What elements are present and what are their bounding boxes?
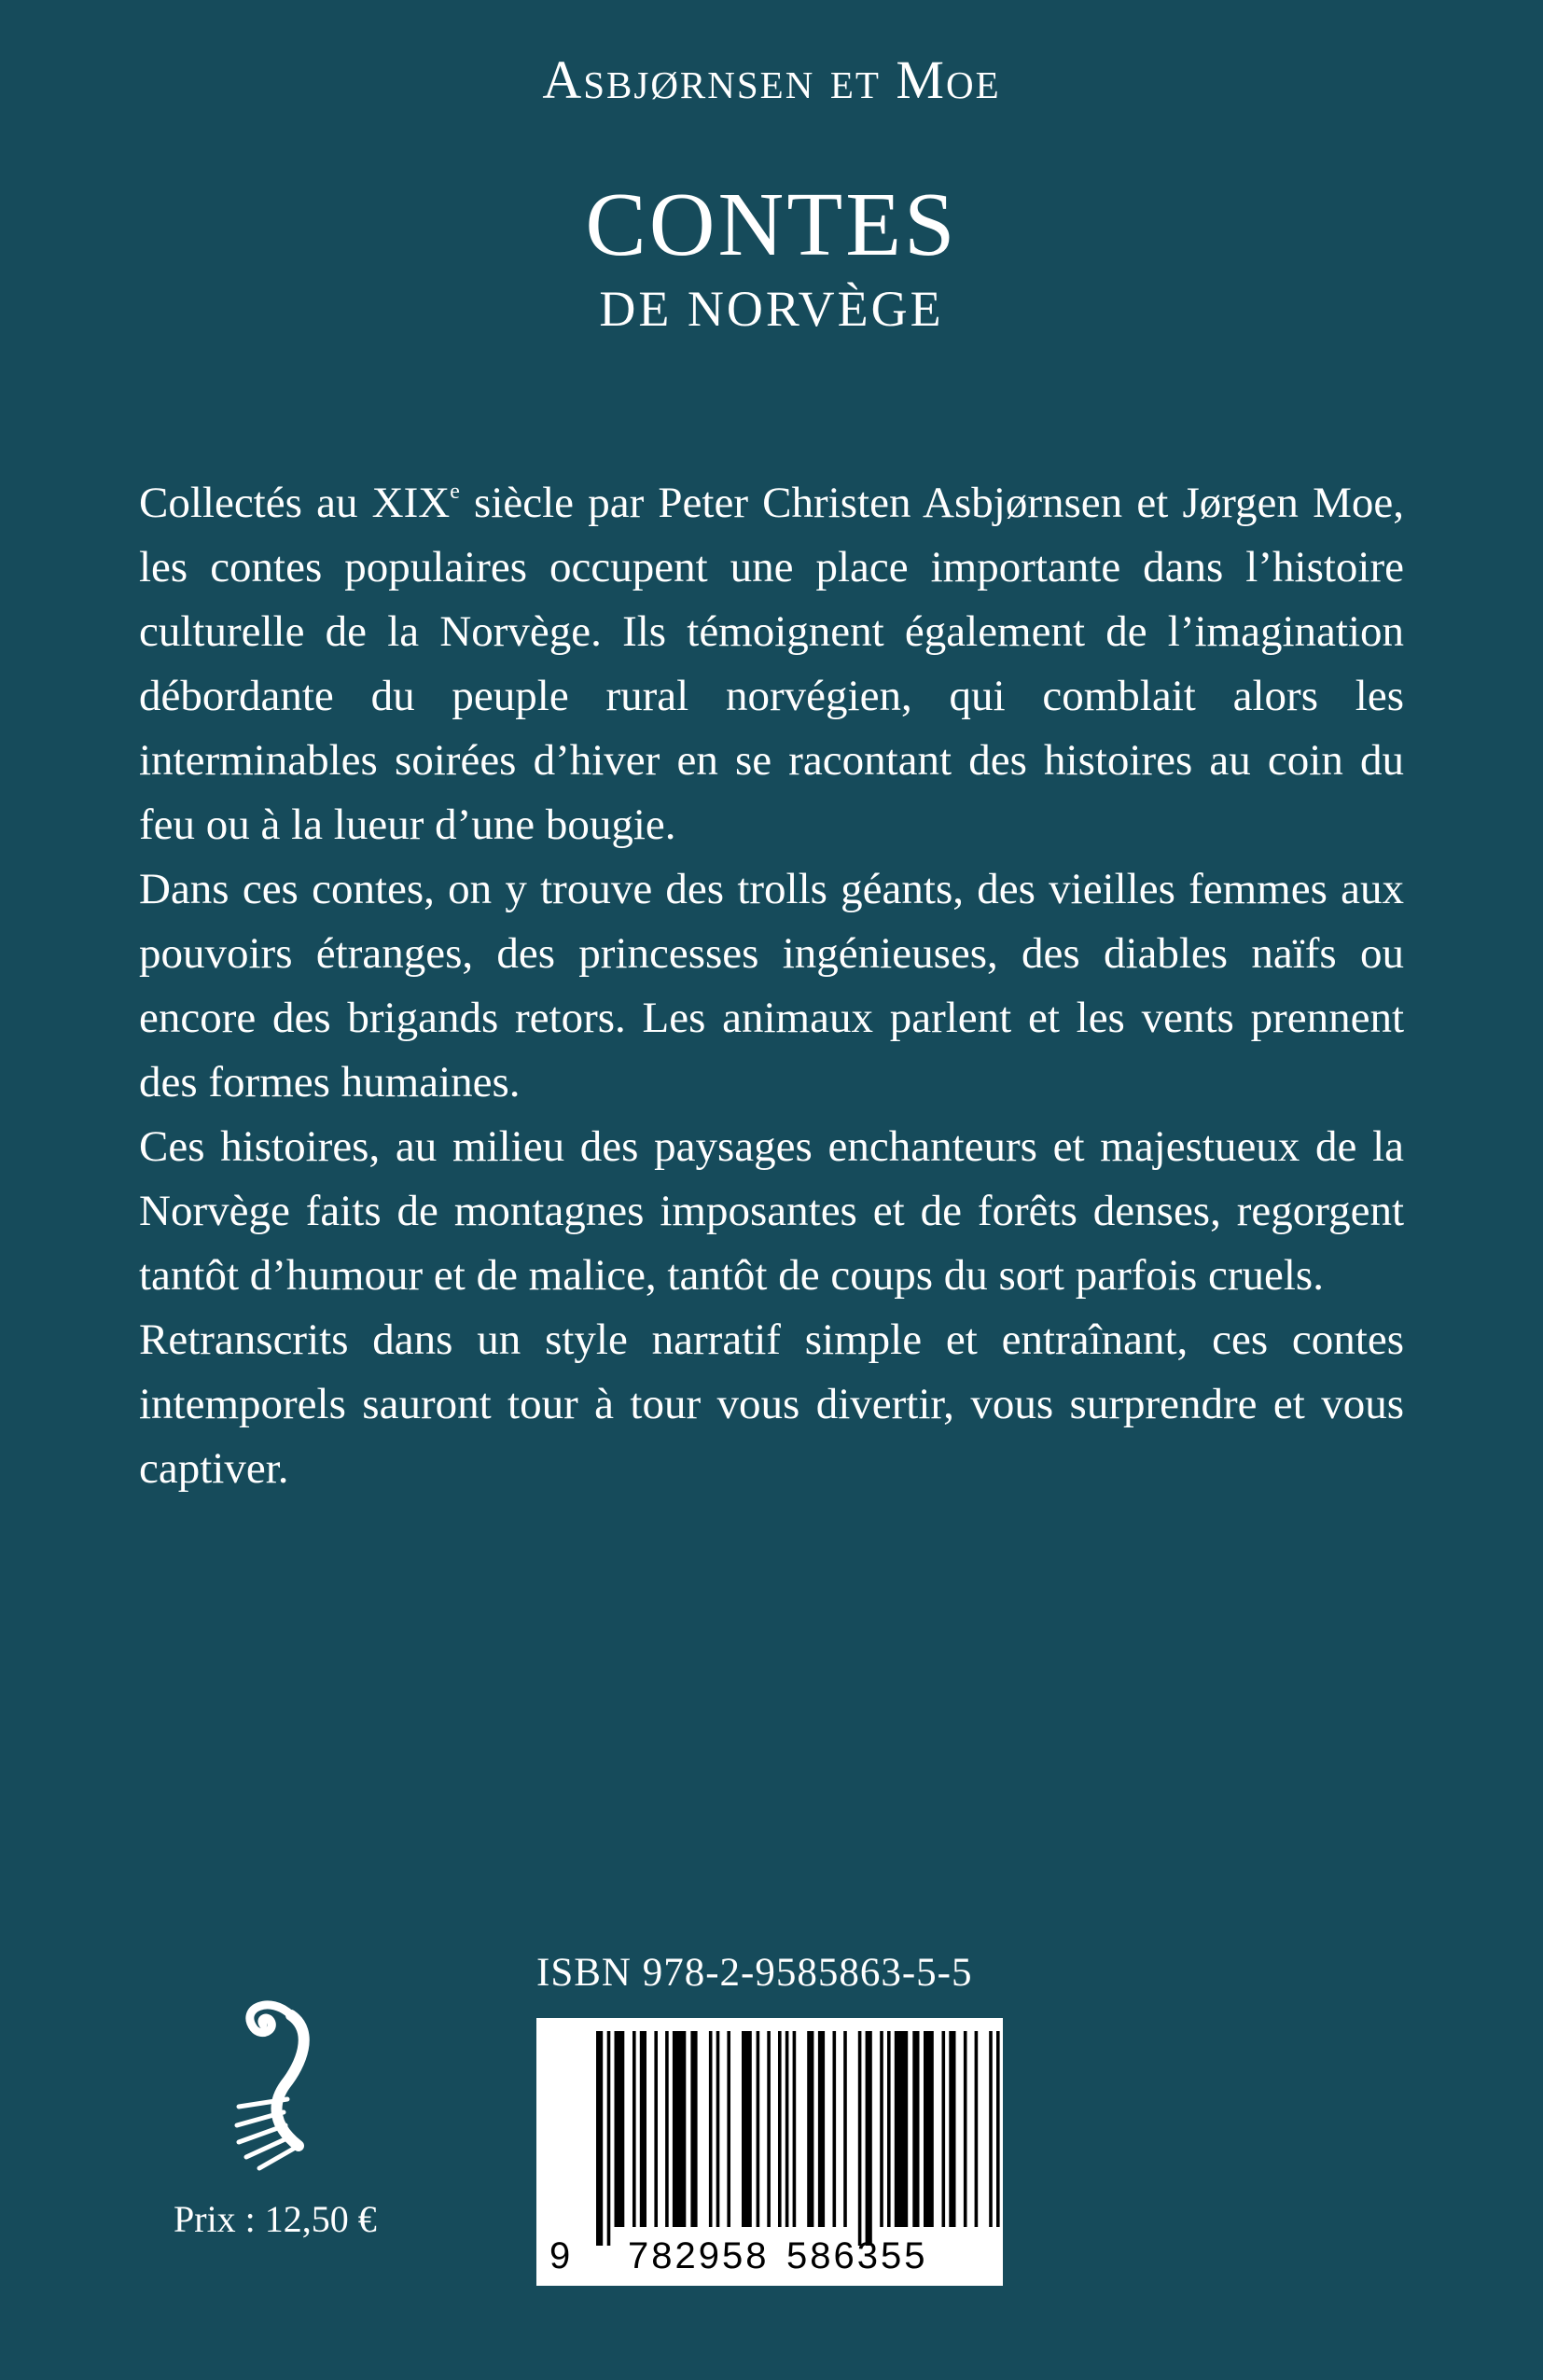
barcode-bar (833, 2031, 837, 2227)
isbn-label: ISBN 978-2-9585863-5-5 (536, 1951, 973, 1995)
barcode-bar (615, 2031, 625, 2227)
barcode-bar (818, 2031, 825, 2227)
book-title: CONTES (585, 174, 958, 275)
barcode-bar (709, 2031, 713, 2227)
author-names: Asbjørnsen et Moe (542, 49, 1001, 110)
book-subtitle: DE NORVÈGE (599, 281, 944, 337)
barcode-bar (964, 2031, 967, 2227)
blurb-paragraph-2: Dans ces contes, on y trouve des trolls géants, des vieilles femmes aux pouvoirs étranges, des princesses ingénieuses, des diables naïfs ou encore des brigands retors. Les animaux parlent et les vents prennent des formes humaines. (139, 865, 1404, 1106)
barcode-bar (887, 2031, 891, 2227)
barcode-bar (640, 2031, 646, 2227)
barcode-bar (632, 2031, 636, 2227)
barcode-bar (673, 2031, 686, 2227)
barcode-bar (596, 2031, 603, 2246)
barcode-bar (942, 2031, 946, 2227)
barcode-bar (607, 2031, 611, 2246)
barcode-bar (757, 2031, 760, 2227)
barcode-bars (536, 2018, 1003, 2286)
barcode-bar (807, 2031, 813, 2227)
barcode-bar (989, 2031, 993, 2227)
barcode-bar (912, 2031, 919, 2227)
blurb-paragraph-3: Ces histoires, au milieu des paysages enchanteurs et majestueux de la Norvège faits de montagnes imposantes et de forêts denses, regorgent tantôt d’humour et de malice, tantôt de coups du sort parfois cruels. (139, 1122, 1404, 1300)
barcode-bar (690, 2031, 697, 2227)
back-cover-blurb (139, 471, 1404, 1501)
barcode-digits-right: 586355 (786, 2235, 928, 2276)
barcode-bar (785, 2031, 789, 2227)
barcode-bar (654, 2031, 658, 2227)
barcode-bar (767, 2031, 771, 2227)
price-label: Prix : 12,50 € (174, 2198, 377, 2240)
blurb-paragraph-4: Retranscrits dans un style narratif simple et entraînant, ces contes intemporels sauront tour à tour vous divertir, vous surprendre et vous captiver. (139, 1315, 1404, 1493)
barcode-bar (895, 2031, 908, 2227)
barcode-bar (858, 2031, 862, 2246)
barcode-bar (866, 2031, 872, 2246)
barcode-bar (924, 2031, 934, 2227)
barcode-bar (716, 2031, 720, 2227)
barcode-bar (665, 2031, 669, 2227)
barcode-bar (880, 2031, 883, 2227)
blurb-paragraph-1: Collectés au XIXe siècle par Peter Christen Asbjørnsen et Jørgen Moe, les contes populaires occupent une place importante dans l’histoire culturelle de la Norvège. Ils témoignent également de l’imagination débordante du peuple rural norvégien, qui comblait alors les interminables soirées d’hiver en se racontant des histoires au coin du feu ou à la lueur d’une bougie. (139, 479, 1404, 849)
barcode-bar (778, 2031, 782, 2227)
viking-ship-prow-icon (233, 1987, 364, 2174)
barcode-bar (793, 2031, 797, 2227)
barcode (536, 2018, 1003, 2286)
barcode-bar (727, 2031, 730, 2227)
barcode-digits-left: 782958 (628, 2235, 770, 2276)
barcode-bar (949, 2031, 955, 2227)
barcode-bar (742, 2031, 752, 2227)
barcode-bar (996, 2031, 1000, 2227)
barcode-digit-first: 9 (549, 2235, 571, 2276)
barcode-bar (843, 2031, 847, 2227)
barcode-bar (975, 2031, 979, 2227)
